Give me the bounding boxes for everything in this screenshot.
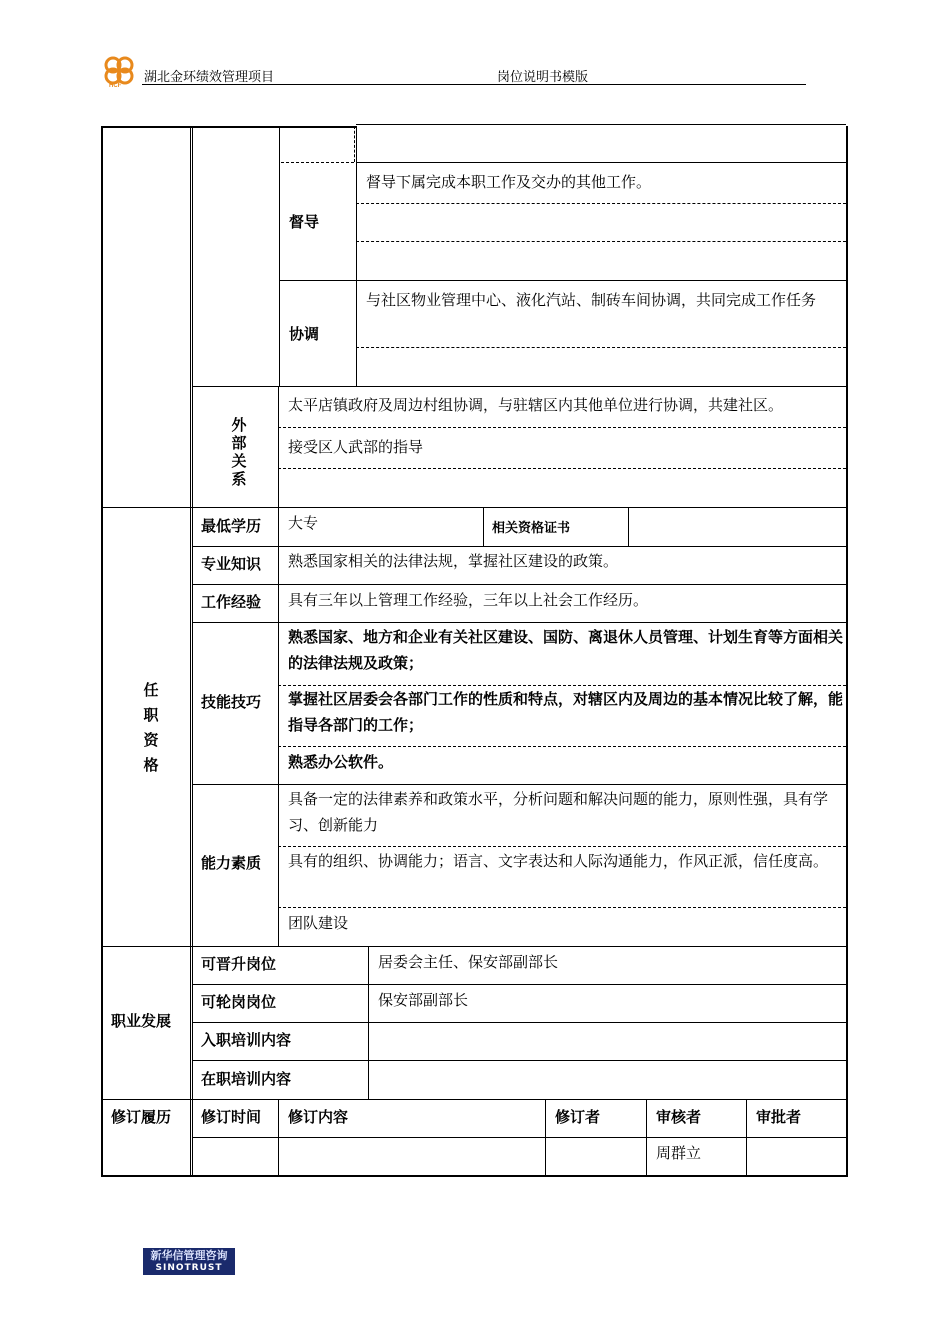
career-section-label: 职业发展 bbox=[111, 1012, 172, 1030]
external-item-1: 太平店镇政府及周边村组协调，与驻辖区内其他单位进行协调，共建社区。 bbox=[288, 396, 784, 414]
rotation-value: 保安部副部长 bbox=[378, 991, 469, 1009]
external-item-2: 接受区人武部的指导 bbox=[288, 438, 424, 456]
experience-label: 工作经验 bbox=[201, 593, 262, 611]
header-rule bbox=[142, 84, 806, 85]
hcf-logo bbox=[101, 54, 137, 90]
revision-header-reviser: 修订者 bbox=[555, 1108, 601, 1126]
coordinate-label: 协调 bbox=[289, 325, 320, 343]
revision-section-label: 修订履历 bbox=[111, 1108, 172, 1126]
header bbox=[0, 0, 950, 95]
logo-caption: HCF bbox=[109, 83, 122, 89]
experience-value: 具有三年以上管理工作经验，三年以上社会工作经历。 bbox=[288, 591, 649, 609]
qualification-section-label: 任职资格 bbox=[143, 681, 159, 774]
revision-header-time: 修订时间 bbox=[201, 1108, 262, 1126]
revision-header-approver: 审批者 bbox=[756, 1108, 802, 1126]
ability-item-2: 具有的组织、协调能力；语言、文字表达和人际沟通能力，作风正派，信任度高。 bbox=[288, 852, 829, 870]
ability-label: 能力素质 bbox=[201, 854, 262, 872]
promotion-value: 居委会主任、保安部副部长 bbox=[378, 953, 559, 971]
ability-item-3: 团队建设 bbox=[288, 914, 349, 932]
coordinate-item: 与社区物业管理中心、液化汽站、制砖车间协调，共同完成工作任务 bbox=[366, 291, 817, 309]
revision-header-reviewer: 审核者 bbox=[656, 1108, 702, 1126]
education-label: 最低学历 bbox=[201, 517, 262, 535]
skills-label: 技能技巧 bbox=[201, 693, 262, 711]
knowledge-label: 专业知识 bbox=[201, 555, 262, 573]
ability-item-1: 具备一定的法律素养和政策水平，分析问题和解决问题的能力，原则性强，具有学习、创新能力 bbox=[288, 790, 829, 834]
supervise-item: 督导下属完成本职工作及交办的其他工作。 bbox=[366, 173, 652, 191]
sinotrust-logo bbox=[143, 1248, 235, 1275]
external-relations-label: 外部关系 bbox=[231, 416, 247, 488]
sinotrust-logo-cn: 新华信管理咨询 bbox=[150, 1249, 228, 1262]
skill-item-3: 熟悉办公软件。 bbox=[288, 753, 394, 771]
supervise-label: 督导 bbox=[289, 213, 320, 231]
skill-item-2: 掌握社区居委会各部门工作的性质和特点，对辖区内及周边的基本情况比较了解，能指导各部门的工作； bbox=[288, 690, 844, 734]
company-name: 湖北金环绩效管理项目 bbox=[144, 69, 275, 84]
promotion-label: 可晋升岗位 bbox=[201, 955, 277, 973]
skill-item-1: 熟悉国家、地方和企业有关社区建设、国防、离退休人员管理、计划生育等方面相关的法律法规及政策； bbox=[288, 628, 844, 672]
rotation-label: 可轮岗岗位 bbox=[201, 993, 277, 1011]
certificate-label: 相关资格证书 bbox=[492, 521, 571, 536]
onjob-training-label: 在职培训内容 bbox=[201, 1070, 292, 1088]
onboard-training-label: 入职培训内容 bbox=[201, 1031, 292, 1049]
education-value: 大专 bbox=[288, 514, 319, 532]
revision-header-content: 修订内容 bbox=[288, 1108, 349, 1126]
revision-cell-reviewer: 周群立 bbox=[656, 1144, 702, 1162]
sinotrust-logo-en: SINOTRUST bbox=[155, 1263, 223, 1273]
document-title: 岗位说明书模版 bbox=[497, 69, 589, 84]
knowledge-value: 熟悉国家相关的法律法规，掌握社区建设的政策。 bbox=[288, 552, 619, 570]
